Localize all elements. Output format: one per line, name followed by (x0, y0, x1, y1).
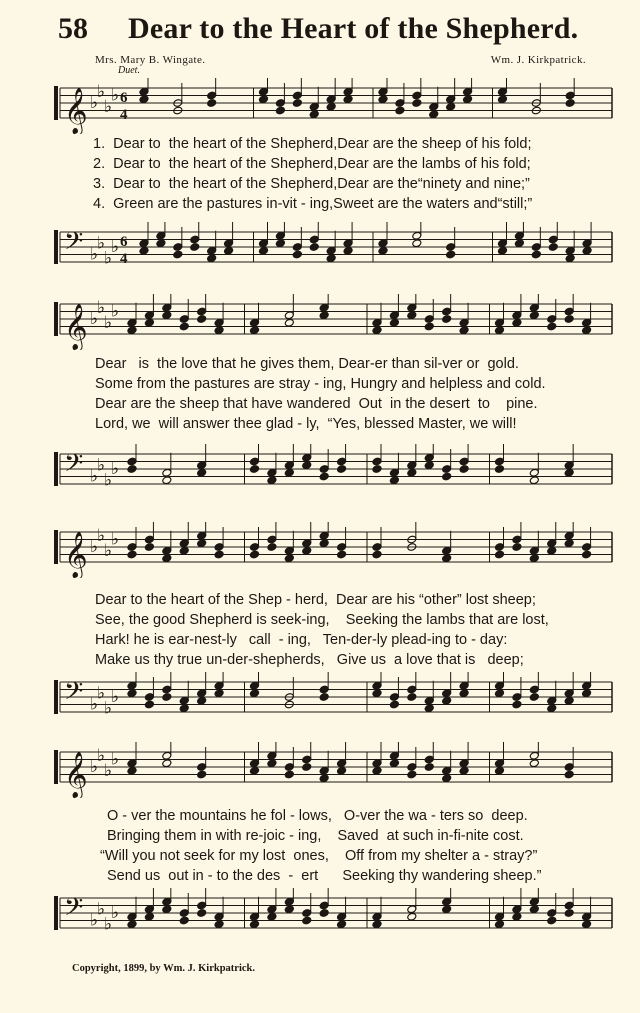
note-head (512, 543, 522, 552)
flat-icon: ♭ (111, 85, 120, 106)
note-head (292, 250, 302, 259)
lyric-line: Bringing them in with re-joic - ing, Saved at such in-fi-nite cost. (107, 828, 524, 844)
note-head (197, 909, 207, 918)
note-head (249, 766, 259, 775)
note-head (127, 326, 137, 335)
note-head (564, 770, 574, 779)
note-head (275, 239, 285, 248)
flat-icon: ♭ (97, 683, 106, 704)
flat-icon: ♭ (111, 903, 120, 923)
note-head (442, 905, 452, 914)
note-head (459, 326, 469, 335)
flat-icon: ♭ (104, 96, 113, 117)
note-head (144, 912, 154, 921)
note-head (372, 689, 382, 698)
note-head (302, 763, 312, 772)
lyric-line: Make us thy true un-der-shepherds, Give us a love that is deep; (95, 652, 524, 668)
note-head (547, 322, 557, 331)
lyric-line: Lord, we will answer thee glad - ly, “Yes, blessed Master, we will! (95, 416, 517, 432)
note-head (529, 693, 539, 702)
note-head (319, 472, 329, 481)
note-head (284, 468, 294, 477)
note-head (197, 770, 207, 779)
treble-clef-icon: 𝄞 (64, 532, 88, 578)
lyric-line: 2. Dear to the heart of the Shepherd,Dear are the lambs of his fold; (93, 156, 531, 172)
lyric-line: Some from the pastures are stray - ing, Hungry and helpless and cold. (95, 376, 546, 392)
note-head (284, 318, 294, 327)
note-head (389, 318, 399, 327)
treble-clef-icon: 𝄞 (64, 88, 88, 134)
title-row (0, 8, 640, 48)
note-head (372, 326, 382, 335)
flat-icon: ♭ (104, 698, 113, 719)
note-head (258, 95, 268, 104)
note-head (407, 770, 417, 779)
note-head (372, 465, 382, 474)
note-head (139, 246, 149, 255)
note-head (529, 311, 539, 320)
note-head (284, 905, 294, 914)
note-head (162, 905, 172, 914)
flat-icon: ♭ (111, 529, 120, 550)
time-signature-numerator: 6 (120, 90, 128, 106)
note-head (389, 700, 399, 709)
note-head (407, 468, 417, 477)
note-head (214, 689, 224, 698)
note-head (267, 543, 277, 552)
note-head (565, 254, 575, 263)
time-signature-numerator: 6 (120, 234, 128, 250)
note-head (284, 554, 294, 563)
note-head (144, 543, 154, 552)
note-head (197, 539, 207, 548)
note-head (531, 250, 541, 259)
note-head (459, 689, 469, 698)
note-head (214, 920, 224, 929)
note-head (156, 239, 166, 248)
note-head (372, 766, 382, 775)
note-head (343, 246, 353, 255)
note-head (127, 766, 137, 775)
note-head (442, 554, 452, 563)
flat-icon: ♭ (104, 540, 113, 561)
note-head (144, 318, 154, 327)
note-head (179, 546, 189, 555)
note-head (412, 239, 422, 248)
hymn-title: Dear to the Heart of the Shepherd. (128, 12, 579, 45)
note-head (302, 461, 312, 470)
note-head (494, 326, 504, 335)
flat-icon: ♭ (90, 466, 99, 487)
bass-staff-3 (0, 672, 640, 734)
note-head (378, 246, 388, 255)
flat-icon: ♭ (90, 757, 99, 777)
note-head (494, 920, 504, 929)
words-credit: Mrs. Mary B. Wingate. (95, 54, 206, 66)
note-head (326, 102, 336, 111)
note-head (249, 465, 259, 474)
lyric-line: 3. Dear to the heart of the Shepherd,Dear are the“ninety and nine;” (93, 176, 530, 192)
flat-icon: ♭ (104, 312, 113, 333)
note-head (442, 472, 452, 481)
note-head (378, 95, 388, 104)
bass-clef-icon: 𝄢 (64, 227, 84, 262)
flat-icon: ♭ (104, 760, 113, 781)
note-head (529, 476, 539, 485)
note-head (139, 95, 149, 104)
note-head (302, 916, 312, 925)
note-head (224, 246, 234, 255)
note-head (459, 766, 469, 775)
flat-icon: ♭ (97, 899, 106, 920)
flat-icon: ♭ (97, 81, 106, 102)
note-head (407, 912, 417, 921)
note-head (337, 550, 347, 559)
note-head (197, 315, 207, 324)
bass-staff-4 (0, 888, 640, 950)
note-head (284, 770, 294, 779)
note-head (319, 539, 329, 548)
note-head (547, 546, 557, 555)
treble-staff-4 (0, 742, 640, 798)
note-head (547, 916, 557, 925)
treble-clef-icon: 𝄞 (64, 304, 88, 350)
note-head (407, 693, 417, 702)
note-head (179, 916, 189, 925)
note-head (337, 766, 347, 775)
note-head (127, 465, 137, 474)
flat-icon: ♭ (111, 687, 120, 707)
note-head (548, 243, 558, 252)
note-head (463, 95, 473, 104)
note-head (372, 550, 382, 559)
note-head (497, 95, 507, 104)
lyric-line: See, the good Shepherd is seek-ing, Seeking the lambs that are lost, (95, 612, 549, 628)
flat-icon: ♭ (111, 301, 120, 322)
flat-icon: ♭ (90, 309, 99, 329)
note-head (429, 110, 439, 119)
note-head (214, 326, 224, 335)
note-head (197, 696, 207, 705)
lyric-line: O - ver the mountains he fol - lows, O-ver the wa - ters so deep. (107, 808, 528, 824)
note-head (564, 909, 574, 918)
note-head (529, 759, 539, 768)
note-head (395, 106, 405, 115)
note-head (249, 550, 259, 559)
note-head (494, 550, 504, 559)
note-head (326, 254, 336, 263)
note-head (337, 920, 347, 929)
time-signature-denominator: 4 (120, 107, 128, 123)
treble-staff-1 (0, 78, 640, 134)
flat-icon: ♭ (104, 914, 113, 935)
duet-marking: Duet. (118, 65, 140, 76)
note-head (162, 759, 172, 768)
note-head (459, 465, 469, 474)
note-head (565, 99, 575, 108)
note-head (494, 689, 504, 698)
note-head (207, 254, 217, 263)
note-head (512, 912, 522, 921)
note-head (389, 476, 399, 485)
note-head (529, 905, 539, 914)
note-head (547, 704, 557, 713)
note-head (494, 766, 504, 775)
note-head (512, 700, 522, 709)
note-head (127, 689, 137, 698)
lyric-line: Dear is the love that he gives them, Dear-er than sil-ver or gold. (95, 356, 519, 372)
note-head (267, 759, 277, 768)
note-head (319, 693, 329, 702)
note-head (582, 920, 592, 929)
note-head (162, 554, 172, 563)
bass-staff-1 (0, 222, 640, 284)
note-head (497, 246, 507, 255)
note-head (267, 476, 277, 485)
note-head (582, 246, 592, 255)
lyric-line: 1. Dear to the heart of the Shepherd,Dear are the sheep of his fold; (93, 136, 532, 152)
note-head (442, 696, 452, 705)
note-head (190, 243, 200, 252)
lyric-line: 4. Green are the pastures in-vit - ing,Sweet are the waters and“still;” (93, 196, 533, 212)
note-head (319, 909, 329, 918)
flat-icon: ♭ (90, 694, 99, 715)
note-head (144, 700, 154, 709)
note-head (424, 461, 434, 470)
note-head (442, 774, 452, 783)
lyric-line: Hark! he is ear-nest-ly call - ing, Ten-der-ly plead-ing to - day: (95, 632, 508, 648)
bass-staff-2 (0, 444, 640, 506)
note-head (179, 322, 189, 331)
note-head (319, 311, 329, 320)
flat-icon: ♭ (97, 525, 106, 546)
flat-icon: ♭ (90, 910, 99, 931)
note-head (512, 318, 522, 327)
note-head (412, 99, 422, 108)
flat-icon: ♭ (90, 244, 99, 265)
note-head (197, 468, 207, 477)
note-head (389, 759, 399, 768)
note-head (162, 476, 172, 485)
note-head (249, 920, 259, 929)
note-head (529, 554, 539, 563)
note-head (207, 99, 217, 108)
note-head (162, 311, 172, 320)
note-head (407, 311, 417, 320)
note-head (424, 763, 434, 772)
flat-icon: ♭ (111, 237, 120, 257)
treble-staff-2 (0, 294, 640, 350)
treble-clef-icon: 𝄞 (64, 752, 88, 798)
flat-icon: ♭ (111, 749, 120, 770)
note-head (582, 689, 592, 698)
note-head (582, 326, 592, 335)
copyright-notice: Copyright, 1899, by Wm. J. Kirkpatrick. (72, 963, 255, 974)
time-signature-denominator: 4 (120, 251, 128, 267)
flat-icon: ♭ (90, 537, 99, 557)
note-head (249, 689, 259, 698)
note-head (582, 550, 592, 559)
note-head (127, 550, 137, 559)
note-head (442, 315, 452, 324)
lyric-line: Send us out in - to the des - ert Seeking thy wandering sheep.” (107, 868, 542, 884)
flat-icon: ♭ (104, 470, 113, 491)
note-head (162, 693, 172, 702)
flat-icon: ♭ (104, 248, 113, 269)
flat-icon: ♭ (111, 459, 120, 479)
note-head (258, 246, 268, 255)
note-head (173, 250, 183, 259)
note-head (514, 239, 524, 248)
lyric-line: Dear are the sheep that have wandered Out in the desert to pine. (95, 396, 538, 412)
note-head (319, 774, 329, 783)
note-head (494, 465, 504, 474)
flat-icon: ♭ (90, 93, 99, 113)
note-head (564, 539, 574, 548)
lyric-line: Dear to the heart of the Shep - herd, Dear are his “other” lost sheep; (95, 592, 536, 608)
note-head (249, 326, 259, 335)
bass-clef-icon: 𝄢 (64, 893, 84, 928)
hymn-number: 58 (58, 12, 88, 45)
flat-icon: ♭ (97, 745, 106, 766)
note-head (309, 243, 319, 252)
note-head (267, 912, 277, 921)
note-head (337, 465, 347, 474)
note-head (214, 550, 224, 559)
flat-icon: ♭ (97, 455, 106, 476)
bass-clef-icon: 𝄢 (64, 677, 84, 712)
bass-clef-icon: 𝄢 (64, 449, 84, 484)
note-head (564, 468, 574, 477)
flat-icon: ♭ (97, 297, 106, 318)
note-head (424, 704, 434, 713)
note-head (127, 920, 137, 929)
note-head (564, 315, 574, 324)
note-head (343, 95, 353, 104)
note-head (309, 110, 319, 119)
note-head (372, 920, 382, 929)
note-head (446, 250, 456, 259)
music-credit: Wm. J. Kirkpatrick. (490, 54, 586, 66)
note-head (424, 322, 434, 331)
flat-icon: ♭ (97, 233, 106, 254)
note-head (292, 99, 302, 108)
note-head (275, 106, 285, 115)
treble-staff-3 (0, 522, 640, 578)
note-head (564, 696, 574, 705)
lyric-line: “Will you not seek for my lost ones, Off from my shelter a - stray?” (100, 848, 538, 864)
note-head (446, 102, 456, 111)
note-head (179, 704, 189, 713)
note-head (302, 546, 312, 555)
